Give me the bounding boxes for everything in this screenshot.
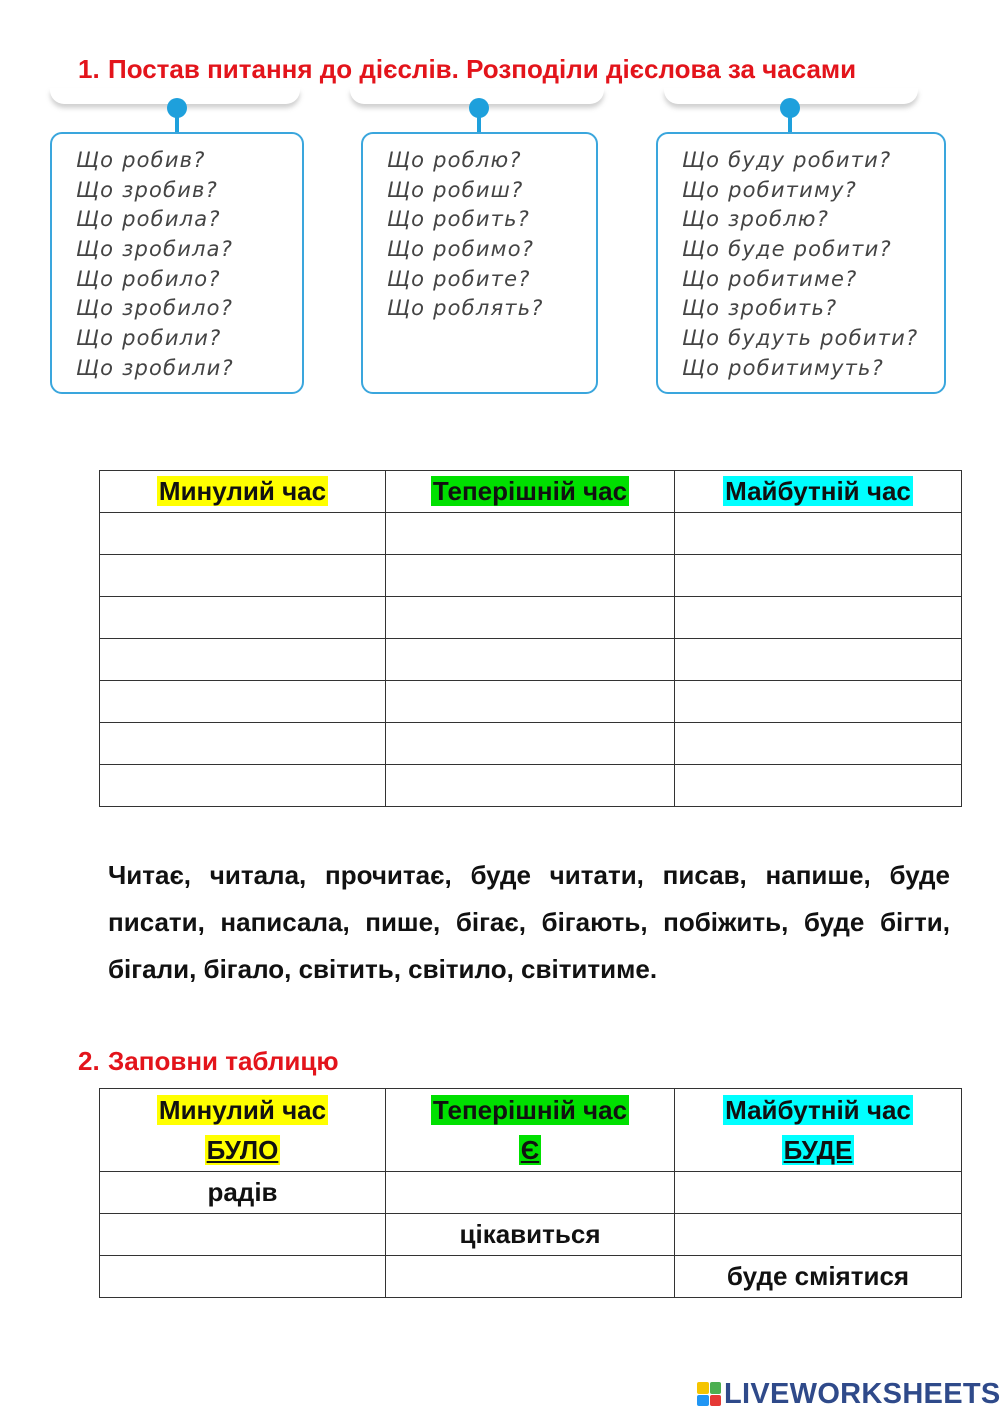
table-row: [100, 597, 962, 639]
table-row: [100, 513, 962, 555]
answer-cell[interactable]: [100, 597, 386, 639]
answer-cell[interactable]: [675, 1172, 962, 1214]
question-item: Що зробив?: [76, 177, 218, 202]
question-item: Що роблять?: [387, 296, 544, 321]
header-present: [386, 471, 675, 513]
question-item: Що буде робити?: [682, 237, 892, 262]
question-item: Що зробить?: [682, 296, 838, 321]
header-past-label: Минулий час: [158, 1095, 327, 1125]
header-future: [675, 1089, 962, 1172]
table-row: [100, 555, 962, 597]
verb-word-list: Читає, читала, прочитає, буде читати, писав, напише, буде писати, написала, пише, бігає, бігають, побіжить, буде бігти, бігали, бігало, світить, світило, світитиме.: [108, 860, 950, 984]
answer-cell[interactable]: [386, 555, 675, 597]
liveworksheets-brand[interactable]: [697, 1379, 1000, 1409]
answer-cell[interactable]: [675, 1214, 962, 1256]
answer-cell[interactable]: [675, 555, 962, 597]
header-present-marker: Є: [520, 1135, 540, 1165]
header-future-marker: БУДЕ: [783, 1135, 853, 1165]
answer-cell[interactable]: [386, 723, 675, 765]
given-word-cell: цікавиться: [386, 1214, 675, 1256]
question-box-present: [361, 132, 598, 394]
given-word-cell: радів: [100, 1172, 386, 1214]
answer-cell[interactable]: [100, 723, 386, 765]
answer-cell[interactable]: [100, 555, 386, 597]
question-item: Що робите?: [387, 266, 531, 291]
answer-cell[interactable]: [675, 639, 962, 681]
header-present-label: Теперішній час: [432, 476, 628, 506]
liveworksheets-logo-icon: [697, 1382, 721, 1406]
answer-cell[interactable]: [100, 765, 386, 807]
question-item: Що робимо?: [387, 237, 535, 262]
question-item: Що робило?: [76, 266, 221, 291]
answer-cell[interactable]: [675, 765, 962, 807]
header-present-label: Теперішній час: [432, 1095, 628, 1125]
table-row: [100, 1214, 962, 1256]
question-item: Що зроблю?: [682, 207, 830, 232]
pin-icon-future: [780, 98, 800, 118]
question-box-future: [656, 132, 946, 394]
brand-text: LIVEWORKSHEETS: [724, 1377, 1000, 1410]
task1-title: [78, 54, 856, 85]
answer-cell[interactable]: [100, 1214, 386, 1256]
question-item: Що зробило?: [76, 296, 234, 321]
answer-cell[interactable]: [386, 597, 675, 639]
table-row: [100, 723, 962, 765]
task1-title-text: Постав питання до дієслів. Розподіли дієслова за часами: [108, 54, 857, 84]
question-item: Що буду робити?: [682, 148, 892, 172]
header-past: [100, 471, 386, 513]
answer-cell[interactable]: [675, 513, 962, 555]
header-past-marker: БУЛО: [206, 1135, 279, 1165]
answer-cell[interactable]: [675, 681, 962, 723]
answer-cell[interactable]: [386, 765, 675, 807]
header-past: [100, 1089, 386, 1172]
task2-title-text: Заповни таблицю: [108, 1046, 339, 1076]
question-item: Що робила?: [76, 207, 221, 232]
answer-cell[interactable]: [386, 513, 675, 555]
header-present: [386, 1089, 675, 1172]
table-row: [100, 681, 962, 723]
task1-number: 1.: [78, 54, 100, 84]
answer-cell[interactable]: [675, 723, 962, 765]
table-row: [100, 765, 962, 807]
question-item: Що зробили?: [76, 355, 234, 380]
answer-cell[interactable]: [386, 681, 675, 723]
question-box-past: [50, 132, 304, 394]
given-word-cell: буде сміятися: [675, 1256, 962, 1298]
answer-cell[interactable]: [675, 597, 962, 639]
answer-cell[interactable]: [386, 1256, 675, 1298]
table-header-row: [100, 1089, 962, 1172]
tense-sort-table: [99, 470, 962, 807]
question-item: Що робить?: [387, 207, 531, 232]
question-item: Що робили?: [76, 326, 222, 351]
question-item: Що робив?: [76, 148, 206, 172]
pin-icon-past: [167, 98, 187, 118]
answer-cell[interactable]: [100, 1256, 386, 1298]
question-item: Що робитиму?: [682, 177, 857, 202]
header-future-label: Майбутній час: [725, 476, 911, 506]
question-item: Що робиш?: [387, 177, 524, 202]
fill-table: [99, 1088, 962, 1298]
pin-icon-present: [469, 98, 489, 118]
answer-cell[interactable]: [100, 681, 386, 723]
table-row: [100, 1172, 962, 1214]
table-row: [100, 1256, 962, 1298]
question-item: Що роблю?: [387, 148, 522, 172]
table-header-row: [100, 471, 962, 513]
question-item: Що робитиме?: [682, 266, 858, 291]
header-future: [675, 471, 962, 513]
question-item: Що робитимуть?: [682, 355, 884, 380]
answer-cell[interactable]: [386, 639, 675, 681]
question-item: Що будуть робити?: [682, 326, 919, 351]
task2-number: 2.: [78, 1046, 100, 1076]
question-item: Що зробила?: [76, 237, 234, 262]
answer-cell[interactable]: [100, 639, 386, 681]
answer-cell[interactable]: [386, 1172, 675, 1214]
table-row: [100, 639, 962, 681]
answer-cell[interactable]: [100, 513, 386, 555]
header-past-label: Минулий час: [158, 476, 327, 506]
task2-title: [78, 1046, 339, 1077]
header-future-label: Майбутній час: [725, 1095, 911, 1125]
